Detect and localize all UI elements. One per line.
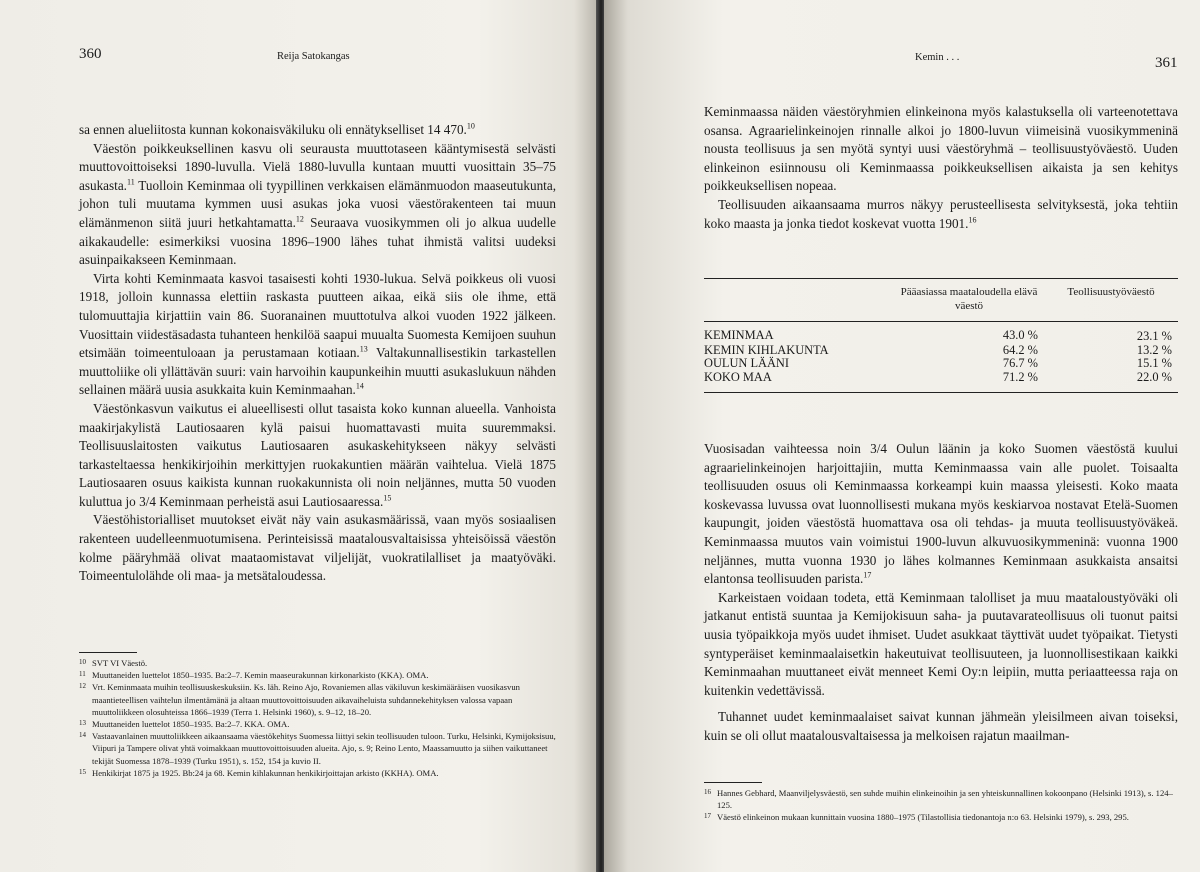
footnote-ref: 13 <box>359 344 368 354</box>
footnote-number: 17 <box>704 812 711 821</box>
footnote-number: 16 <box>704 788 711 796</box>
footnote-ref: 14 <box>355 381 364 391</box>
table-row <box>704 371 1178 393</box>
table-top-rule <box>704 278 1178 279</box>
footnote-ref: 16 <box>968 215 977 225</box>
footnote-text: Muuttaneiden luettelot 1850–1935. Ba:2–7. KKA. OMA. <box>92 719 290 730</box>
table-row <box>704 344 1178 358</box>
text-run: Tuolloin Keminmaa oli tyypillinen verkkaisen elämänmuodon maaseutukunta, johon tuli muutama kymmen uusi asukas joka vuosi väestörakenteen tai muun elämänmenon siitä juuri hetkahtamatta. <box>79 177 556 230</box>
paragraph <box>79 511 556 585</box>
paragraph <box>704 589 1178 701</box>
cell-agriculture: 43.0 % <box>1002 328 1038 342</box>
footnote-number: 11 <box>79 670 86 679</box>
column-header-industry: Teollisuustyöväestö <box>1067 286 1155 298</box>
paragraph <box>79 270 556 400</box>
table-header-row <box>704 280 1178 322</box>
text-run: Väestöhistorialliset muutokset eivät näy vain asukasmäärissä, vaan myös sosiaalisen rakenteen uudelleenmuotumisena. Perinteisissä maatalousvaltaisissa yhteisöissä väestön kolme pääryhmää olivat maatаomistavat viljelijät, vuokratilalliset ja maatyöväki. Toimeentulolähde oli maa- ja metsätaloudessa. <box>79 512 556 584</box>
cell-industry: 15.1 % <box>1136 356 1172 371</box>
footnote-number: 14 <box>79 731 86 740</box>
page-number: 361 <box>1155 55 1178 71</box>
paragraph <box>704 708 1178 745</box>
footnote-text: Väestö elinkeinon mukaan kunnittain vuosina 1880–1975 (Tilastollisia tiedonantoja n:o 63. Helsinki 1979), s. 293, 295. <box>717 812 1129 823</box>
footnote-rule <box>704 782 762 783</box>
footnote-text: Henkikirjat 1875 ja 1925. Bb:24 ja 68. Kemin kihlakunnan henkikirjoittajan arkisto (KKHA). OMA. <box>92 767 439 778</box>
text-run: Tuhannet uudet keminmaalaiset saivat kunnan jähmeän yleisilmeen aivan toiseksi, kuin se oli ollut maatalousvaltaisessa ja melkoisen rajatun maailman- <box>704 709 1178 743</box>
text-run: Vuosisadan vaihteessa noin 3/4 Oulun läänin ja koko Suomen väestöstä kuului agraarielinkeinojen harjoittajiin, mutta Keminmaassa vain alle puolet. Toisaalta teollisuuden osuus oli Keminmaassa korkeampi kuin maassa yleisesti. Koko maata koskevassa luvussa ovat luonnollisesti mukana myös keskiarvoa nostavat Etelä-Suomen kaupungit, joiden väestöstä huomattava osa oli tehdas- ja muuta teollisuustyöväkeä. Keminmaassa muutos vain voimistui 1900-luvun alkuvuosikymmeninä: vuonna 1900 neljännes, mutta vuonna 1930 jo lähes kolmannes Keminmaan asukkaista ansaitsi elantonsa teollisuuden parista. <box>704 441 1178 587</box>
paragraph <box>704 196 1178 233</box>
paragraph <box>79 121 556 140</box>
left-page <box>0 0 598 872</box>
cell-agriculture: 64.2 % <box>1002 342 1038 357</box>
text-run: Teollisuuden aikaansaama murros näkyy perusteellisesta selvityksestä, joka tehtiin koko maasta ja jonka tiedot koskevat vuotta 1901. <box>704 196 1178 231</box>
paragraph <box>79 400 556 512</box>
footnote-number: 10 <box>79 658 86 666</box>
table-bottom-rule <box>704 393 1178 394</box>
running-head: Kemin . . . <box>915 52 960 63</box>
running-head: Reija Satokangas <box>277 51 350 62</box>
footnote <box>79 767 556 779</box>
footnote <box>79 681 556 718</box>
paragraph <box>704 440 1178 589</box>
footnotes <box>79 657 556 779</box>
row-label: OULUN LÄÄNI <box>704 356 789 371</box>
cell-agriculture: 76.7 % <box>1002 356 1038 371</box>
footnote <box>79 718 556 730</box>
row-label: KEMINMAA <box>704 328 774 342</box>
footnote <box>79 730 556 767</box>
footnote-ref: 11 <box>126 177 135 187</box>
footnote-text: SVT VI Väestö. <box>92 658 148 668</box>
footnote-text: Vastaavanlainen muuttoliikkeen aikaansaama väestökehitys Suomessa liittyi sekin teollisuuden tuloon. Turku, Helsinki, Kymijoksisuu, Viipuri ja Tampere olivat yhtä voimakkaan muuttovoittoisuuden alueita. Ajo, s. 9; Reino Lento, Maassamuutto ja siihen vaikuttaneet tekijät Suomessa 1878–1939 (Turku 1951), s. 152, 154 ja kuvio II. <box>92 731 556 766</box>
page-number: 360 <box>79 46 102 62</box>
cell-industry: 22.0 % <box>1136 369 1172 384</box>
text-run: Karkeistaen voidaan todeta, että Keminmaan talolliset ja muu maataloustyöväki oli jatkanut entistä suuntaa ja Kemijokisuun saha- ja puutavarateollisuus oli tuonut paitsi uusia työpaikkoja myös uudet ihmiset. Uudet asukkaat täyttivät uudet työpaikat. Tietysti syntyperäiset keminmaalaisetkin hakeutuivat teollisuuteen, ja luonnollisestikaan kaikki Keminmaahan muuttaneet eivät menneet Kemi Oy:n leipiin, mutta periaatteessa raja on kuitenkin vedettävissä. <box>704 589 1178 698</box>
body-text-bottom <box>704 440 1178 746</box>
text-run: Väestönkasvun vaikutus ei alueellisesti ollut tasaista koko kunnan alueella. Vanhoista maakirjakylistä Lautiosaaren kylä paisui huomattavasti muita suuremmaksi. Teollisuuslaitosten vaikutus Lautiosaaren asukaskehitykseen näkyy selvästi tarkasteltaessa henkikirjoihin merkittyjen ruokakuntien määrän vaihtelua. Vielä 1875 Lautiosaaren osuus kaikista kunnan ruokakunnista oli noin neljännes, mutta 50 vuoden kuluttua jo 3/4 Keminmaan perheistä asui Lautiosaaressa. <box>79 400 556 509</box>
footnote-rule <box>79 652 137 653</box>
footnote-number: 15 <box>79 767 86 776</box>
text-run: sa ennen alueliitosta kunnan kokonaisväkiluku oli ennätykselliset 14 470. <box>79 122 467 137</box>
footnote <box>79 657 556 669</box>
row-label: KEMIN KIHLAKUNTA <box>704 342 829 357</box>
paragraph <box>704 103 1178 196</box>
right-page <box>604 0 1200 872</box>
paragraph <box>79 140 556 270</box>
column-header-agriculture: Pääasiassa maataloudella elävä väestö <box>900 286 1038 312</box>
table-row <box>704 322 1178 344</box>
footnote <box>704 787 1178 811</box>
cell-industry: 23.1 % <box>1136 329 1172 343</box>
footnote-number: 12 <box>79 682 86 691</box>
table-row <box>704 357 1178 371</box>
text-run: Valtakunnallisestikin tarkastellen muuttoliike oli yllättävän suuri: vain harvoihin kaupunkeihin muutti asukaslukuun nähden sellainen määrä uusia asukkaita kuin Keminmaahan. <box>79 345 557 398</box>
text-run: Keminmaassa näiden väestöryhmien elinkeinona myös kalastuksella oli varteenotettava osansa. Agraarielinkeinojen rinnalle alkoi jo 1800-luvun viimeisinä vuosikymmeninä nousta teollisuus ja sen myötä syntyi uusi väestöryhmä – teollisuustyöväestö. Uuden elinkeinon esiinnousu oli Keminmaassa poikkeuksellisen aikaista ja sen kehitys poikkeuksellisen nopeaa. <box>704 104 1178 194</box>
footnote-ref: 15 <box>383 493 392 503</box>
footnote-ref: 10 <box>466 121 475 131</box>
body-text <box>79 121 556 586</box>
footnote-ref: 12 <box>295 214 304 224</box>
text-run: Seuraava vuosikymmen oli jo alkua uudelle aikakaudelle: esimerkiksi vuosina 1896–1900 lähes tuhat ihmistä valitsi uudeksi asuinpaikakseen Keminmaan. <box>79 214 557 268</box>
footnote-text: Vrt. Keminmaata muihin teollisuuskeskuksiin. Ks. läh. Reino Ajo, Rovaniemen allas väkiluvun keskimääräisen vuosikasvun maantieteellisen vaihtelun ilmentämänä ja altaan muuttovoittoisuuden aikavaiheluista suhdannekehityksen valossa vapaan muuttoliikkeen olosuhteissa 1866–1939 (Terra 1. Helsinki 1960), s. 9–12, 18–20. <box>92 682 520 717</box>
text-run: Väestön poikkeuksellinen kasvu oli seurausta muuttotaseen kääntymisestä selvästi muuttovoittoiseksi 1890-luvulla. Vielä 1880-luvulla kuntaan muutti vuosittain 35–75 asukasta. <box>79 140 556 193</box>
text-run: Virta kohti Keminmaata kasvoi tasaisesti kohti 1930-lukua. Selvä poikkeus oli vuosi 1918, jolloin kunnassa elettiin raskasta puutteen aikaa, eikä siis ole ihme, että tulomuuttajia kirjattiin vain 86. Suoranainen muuttotulva alkoi vuoden 1922 jälkeen. Vuosittain viidestäsadasta tuhanteen henkilöä saapui muualta Suomesta Kemijoen suuhun etsimään toimeentuloaan ja perustamaan kotiaan. <box>79 270 556 361</box>
footnote-text: Muuttaneiden luettelot 1850–1935. Ba:2–7. Kemin maaseurakunnan kirkonarkisto (KKA). OMA. <box>92 670 429 681</box>
body-text-top <box>704 103 1178 233</box>
footnotes <box>704 787 1178 824</box>
table-header-empty <box>704 280 894 322</box>
footnote-number: 13 <box>79 719 86 728</box>
row-label: KOKO MAA <box>704 369 772 384</box>
cell-agriculture: 71.2 % <box>1002 369 1038 384</box>
statistics-table <box>704 280 1178 393</box>
footnote <box>704 811 1178 823</box>
footnote-ref: 17 <box>863 570 872 580</box>
cell-industry: 13.2 % <box>1136 342 1172 357</box>
footnote <box>79 669 556 681</box>
footnote-text: Hannes Gebhard, Maanviljelysväestö, sen suhde muihin elinkeinoihin ja sen yhteiskunnallinen kokoonpano (Helsinki 1913), s. 124–125. <box>717 788 1173 811</box>
